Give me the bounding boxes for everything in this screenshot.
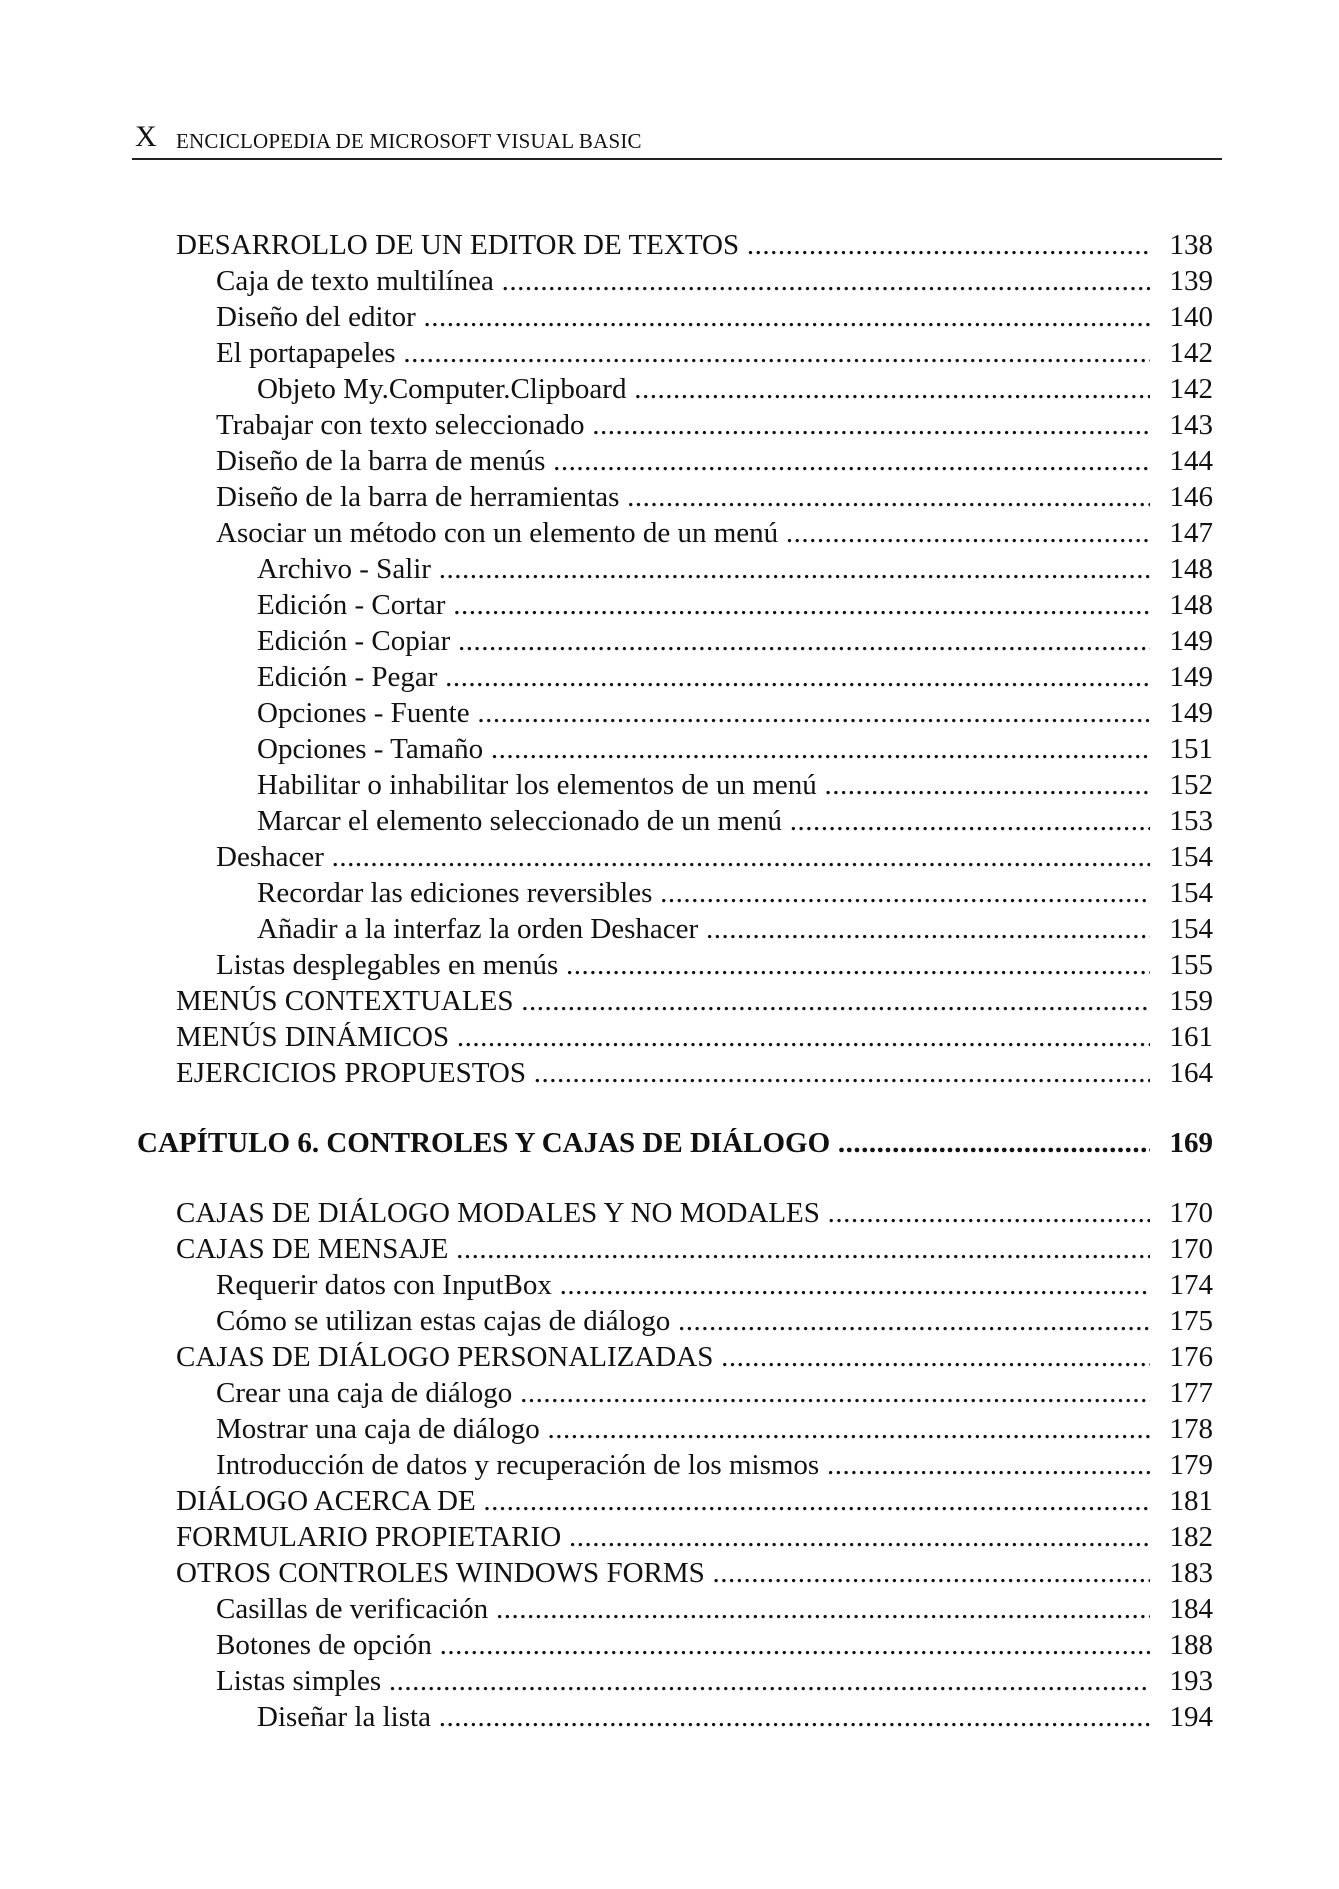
toc-entry-title: Archivo - Salir .....: [257, 554, 1150, 584]
toc-entry-title: Botones de opción .....: [216, 1630, 1150, 1660]
toc-entry-title: Cómo se utilizan estas cajas de diálogo .....: [216, 1306, 1150, 1336]
toc-page-number: 142: [1169, 337, 1213, 369]
toc-entry-title: Edición - Cortar .....: [257, 590, 1150, 620]
toc-entry-title: CAJAS DE MENSAJE .....: [176, 1234, 1150, 1264]
toc-entry-title: Marcar el elemento seleccionado de un menú .....: [257, 806, 1150, 836]
toc-entry-title: Casillas de verificación .....: [216, 1594, 1150, 1624]
toc-page-number: 143: [1169, 409, 1213, 441]
toc-page-number: 175: [1169, 1305, 1213, 1337]
toc-page-number: 148: [1169, 553, 1213, 585]
toc-entry-title: OTROS CONTROLES WINDOWS FORMS .....: [176, 1558, 1150, 1588]
toc-page-number: 152: [1169, 769, 1213, 801]
toc-page-number: 155: [1169, 949, 1213, 981]
toc-page-number: 154: [1169, 877, 1213, 909]
toc-page-number: 140: [1169, 301, 1213, 333]
toc-entry-title: MENÚS CONTEXTUALES .....: [176, 986, 1150, 1016]
toc-entry-title: Deshacer .....: [216, 842, 1150, 872]
toc-page-number: 184: [1169, 1593, 1213, 1625]
toc-page-number: 146: [1169, 481, 1213, 513]
toc-entry-title: EJERCICIOS PROPUESTOS .....: [176, 1058, 1150, 1088]
toc-page-number: 149: [1169, 697, 1213, 729]
toc-entry-title: Mostrar una caja de diálogo .....: [216, 1414, 1150, 1444]
toc-page-number: 153: [1169, 805, 1213, 837]
toc-entry-title: Opciones - Fuente .....: [257, 698, 1150, 728]
toc-entry-title: Diseño de la barra de herramientas .....: [216, 482, 1150, 512]
toc-page-number: 194: [1169, 1701, 1213, 1733]
toc-entry-title: Listas desplegables en menús .....: [216, 950, 1150, 980]
toc-entry-title: Habilitar o inhabilitar los elementos de un menú .....: [257, 770, 1150, 800]
toc-page-number: 174: [1169, 1269, 1213, 1301]
toc-page-number: 183: [1169, 1557, 1213, 1589]
toc-entry-title: Trabajar con texto seleccionado .....: [216, 410, 1150, 440]
toc-page-number: 182: [1169, 1521, 1213, 1553]
running-header: [132, 118, 1222, 160]
toc-page-number: 181: [1169, 1485, 1213, 1517]
toc-entry-title: MENÚS DINÁMICOS .....: [176, 1022, 1150, 1052]
toc-entry-title: Crear una caja de diálogo .....: [216, 1378, 1150, 1408]
toc-page-number: 159: [1169, 985, 1213, 1017]
toc-page-number: 170: [1169, 1197, 1213, 1229]
toc-page-number: 193: [1169, 1665, 1213, 1697]
toc-page-number: 149: [1169, 625, 1213, 657]
toc-page-number: 139: [1169, 265, 1213, 297]
toc-page-number: 147: [1169, 517, 1213, 549]
toc-entry-title: Listas simples .....: [216, 1666, 1150, 1696]
toc-page-number: 154: [1169, 913, 1213, 945]
toc-entry-title: Introducción de datos y recuperación de los mismos .....: [216, 1450, 1150, 1480]
toc-page-number: 170: [1169, 1233, 1213, 1265]
toc-page-number: 151: [1169, 733, 1213, 765]
toc-entry-title: Opciones - Tamaño .....: [257, 734, 1150, 764]
toc-entry-title: Edición - Pegar .....: [257, 662, 1150, 692]
toc-page-number: 178: [1169, 1413, 1213, 1445]
toc-entry-title: Recordar las ediciones reversibles .....: [257, 878, 1150, 908]
toc-page-number: 142: [1169, 373, 1213, 405]
toc-page-number: 177: [1169, 1377, 1213, 1409]
toc-entry-title: CAPÍTULO 6. CONTROLES Y CAJAS DE DIÁLOGO .....: [137, 1128, 1150, 1158]
toc-entry-title: DIÁLOGO ACERCA DE .....: [176, 1486, 1150, 1516]
toc-entry-title: Diseñar la lista .....: [257, 1702, 1150, 1732]
toc-page-number: 179: [1169, 1449, 1213, 1481]
toc-entry-title: Caja de texto multilínea .....: [216, 266, 1150, 296]
toc-entry-title: Requerir datos con InputBox .....: [216, 1270, 1150, 1300]
toc-page-number: 188: [1169, 1629, 1213, 1661]
toc-page-number: 148: [1169, 589, 1213, 621]
toc-entry-title: Objeto My.Computer.Clipboard .....: [257, 374, 1150, 404]
toc-page-number: 138: [1169, 229, 1213, 261]
toc-entry-title: DESARROLLO DE UN EDITOR DE TEXTOS .....: [176, 230, 1150, 260]
toc-page-number: 169: [1169, 1127, 1213, 1159]
toc-entry-title: Asociar un método con un elemento de un menú .....: [216, 518, 1150, 548]
page-number: X: [135, 120, 157, 153]
toc-page-number: 144: [1169, 445, 1213, 477]
toc-entry-title: Diseño del editor .....: [216, 302, 1150, 332]
toc-page-number: 149: [1169, 661, 1213, 693]
toc-entry-title: Edición - Copiar .....: [257, 626, 1150, 656]
toc-entry-title: CAJAS DE DIÁLOGO PERSONALIZADAS .....: [176, 1342, 1150, 1372]
toc-page-number: 154: [1169, 841, 1213, 873]
toc-entry-title: Diseño de la barra de menús .....: [216, 446, 1150, 476]
toc-entry-title: CAJAS DE DIÁLOGO MODALES Y NO MODALES .....: [176, 1198, 1150, 1228]
running-title: ENCICLOPEDIA DE MICROSOFT VISUAL BASIC: [176, 129, 642, 153]
toc-page-number: 164: [1169, 1057, 1213, 1089]
toc-entry-title: FORMULARIO PROPIETARIO .....: [176, 1522, 1150, 1552]
toc-entry-title: El portapapeles .....: [216, 338, 1150, 368]
toc-entry-title: Añadir a la interfaz la orden Deshacer .....: [257, 914, 1150, 944]
toc-page-number: 176: [1169, 1341, 1213, 1373]
toc-page-number: 161: [1169, 1021, 1213, 1053]
